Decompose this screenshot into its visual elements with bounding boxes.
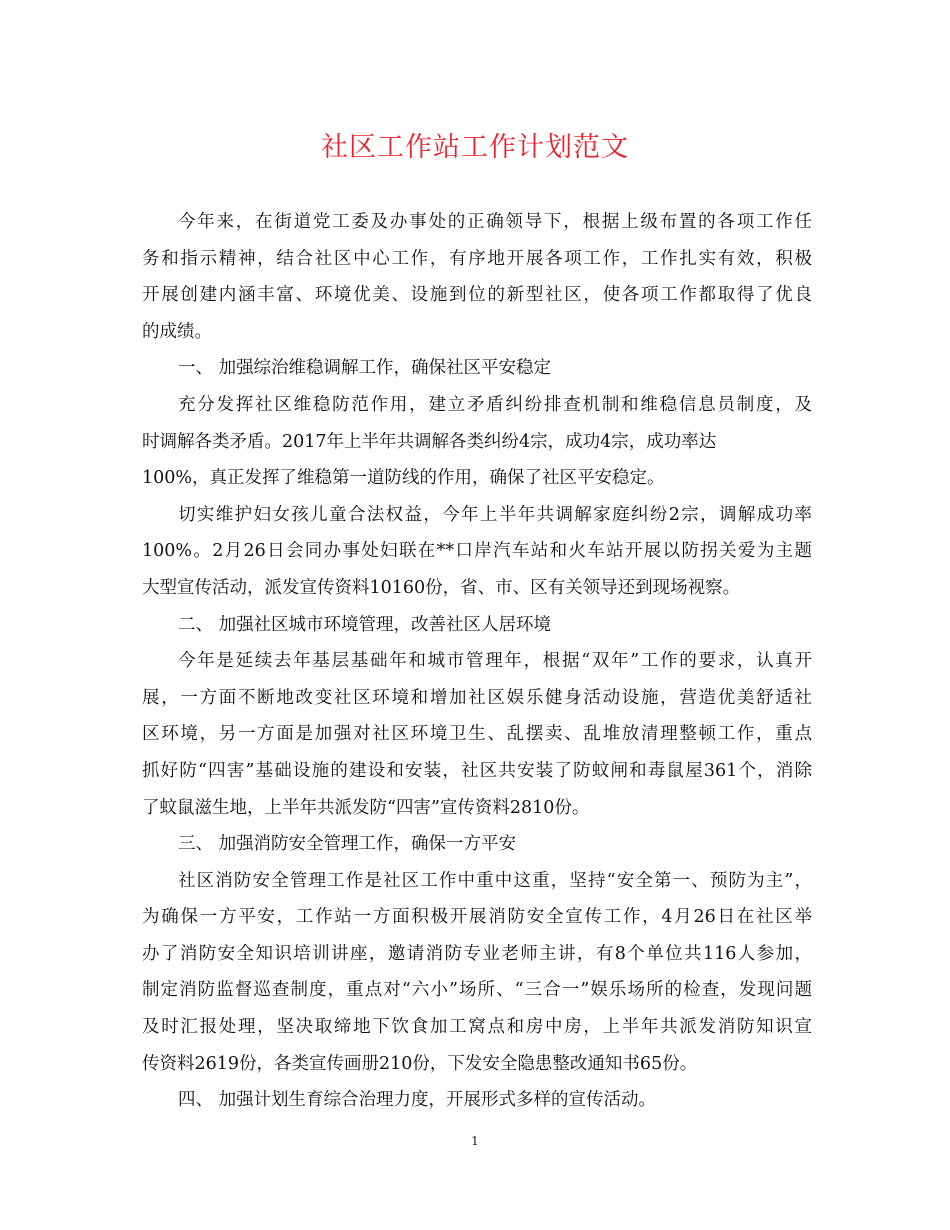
paragraph-line: 传资料2619份，各类宣传画册210份，下发安全隐患整改通知书65份。 bbox=[142, 1053, 698, 1074]
paragraph-line: 展，一方面不断地改变社区环境和增加社区娱乐健身活动设施，营造优美舒适社 bbox=[142, 687, 812, 708]
paragraph-line: 100%。2月26日会同办事处妇联在**口岸汽车站和火车站开展以防拐关爱为主题 bbox=[142, 541, 812, 562]
paragraph-line: 社区消防安全管理工作是社区工作中重中这重，坚持“安全第一、预防为主”， bbox=[178, 870, 812, 891]
section-heading: 二、 加强社区城市环境管理，改善社区人居环境 bbox=[178, 614, 552, 635]
paragraph-line: 办了消防安全知识培训讲座，邀请消防专业老师主讲，有8个单位共116人参加， bbox=[142, 943, 812, 964]
paragraph-line: 100%，真正发挥了维稳第一道防线的作用，确保了社区平安稳定。 bbox=[142, 468, 665, 489]
section-heading: 四、 加强计划生育综合治理力度，开展形式多样的宣传活动。 bbox=[178, 1090, 657, 1111]
section-heading: 一、 加强综治维稳调解工作，确保社区平安稳定 bbox=[178, 358, 552, 379]
paragraph-line: 今年是延续去年基层基础年和城市管理年，根据“双年”工作的要求，认真开 bbox=[178, 651, 812, 672]
paragraph-line: 今年来，在街道党工委及办事处的正确领导下，根据上级布置的各项工作任 bbox=[178, 212, 812, 232]
paragraph-line: 时调解各类矛盾。2017年上半年共调解各类纠纷4宗，成功4宗，成功率达 bbox=[142, 431, 717, 452]
paragraph-line: 区环境，另一方面是加强对社区环境卫生、乱摆卖、乱堆放清理整顿工作，重点 bbox=[142, 724, 812, 745]
section-heading: 三、 加强消防安全管理工作，确保一方平安 bbox=[178, 834, 517, 855]
paragraph-line: 大型宣传活动，派发宣传资料10160份，省、市、区有关领导还到现场视察。 bbox=[142, 577, 741, 598]
paragraph-line: 的成绩。 bbox=[142, 321, 212, 342]
paragraph-line: 充分发挥社区维稳防范作用，建立矛盾纠纷排查机制和维稳信息员制度，及 bbox=[178, 394, 812, 415]
paragraph-line: 切实维护妇女孩儿童合法权益，今年上半年共调解家庭纠纷2宗，调解成功率 bbox=[178, 504, 812, 525]
paragraph-line: 制定消防监督巡查制度，重点对“六小”场所、“三合一”娱乐场所的检查，发现问题 bbox=[142, 980, 812, 1001]
document-title: 社区工作站工作计划范文 bbox=[321, 132, 629, 163]
paragraph-line: 务和指示精神，结合社区中心工作，有序地开展各项工作，工作扎实有效，积极 bbox=[142, 248, 812, 269]
paragraph-line: 及时汇报处理，坚决取缔地下饮食加工窝点和房中房，上半年共派发消防知识宣 bbox=[142, 1017, 812, 1038]
document-body bbox=[142, 204, 812, 1119]
paragraph-line: 开展创建内涵丰富、环境优美、设施到位的新型社区，使各项工作都取得了优良 bbox=[142, 285, 812, 306]
paragraph-line: 了蚊鼠滋生地，上半年共派发防“四害”宣传资料2810份。 bbox=[142, 797, 590, 818]
paragraph-line: 抓好防“四害”基础设施的建设和安装，社区共安装了防蚊闸和毒鼠屋361个，消除 bbox=[142, 760, 812, 781]
page-number: 1 bbox=[471, 1134, 479, 1148]
paragraph-line: 为确保一方平安，工作站一方面积极开展消防安全宣传工作，4月26日在社区举 bbox=[142, 907, 812, 928]
